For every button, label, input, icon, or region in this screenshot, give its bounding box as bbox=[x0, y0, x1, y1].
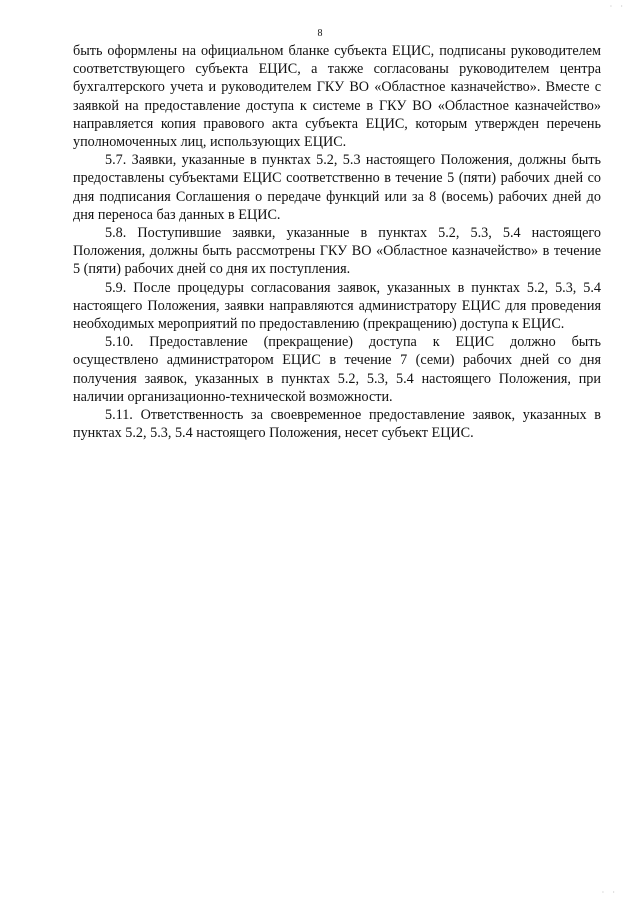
scan-artifact-bottom: · · bbox=[601, 888, 618, 897]
paragraph-5-8: 5.8. Поступившие заявки, указанные в пунктах 5.2, 5.3, 5.4 настоящего Положения, должны быть рассмотрены ГКУ ВО «Областное казначейство» в течение 5 (пяти) рабочих дней со дня их поступления. bbox=[73, 225, 601, 278]
paragraph-5-11: 5.11. Ответственность за своевременное предоставление заявок, указанных в пунктах 5.2, 5.3, 5.4 настоящего Положения, несет субъект ЕЦИС. bbox=[73, 407, 601, 442]
document-body bbox=[73, 42, 601, 442]
page-number: 8 bbox=[317, 28, 323, 39]
paragraph-5-9: 5.9. После процедуры согласования заявок, указанных в пунктах 5.2, 5.3, 5.4 настоящего Положения, заявки направляются администратору ЕЦИС для проведения необходимых мероприятий по предоставлению (прекращению) доступа к ЕЦИС. bbox=[73, 279, 601, 333]
paragraph-5-10: 5.10. Предоставление (прекращение) доступа к ЕЦИС должно быть осуществлено администратором ЕЦИС в течение 7 (семи) рабочих дней со дня получения заявок, указанных в пунктах 5.2, 5.3, 5.4 настоящего Положения, при наличии организационно-технической возможности. bbox=[73, 334, 601, 405]
paragraph-continuation: быть оформлены на официальном бланке субъекта ЕЦИС, подписаны руководителем соответствующего субъекта ЕЦИС, а также согласованы руководителем центра бухгалтерского учета и руководителем ГКУ ВО «Областное казначейство». Вместе с заявкой на предоставление доступа к системе в ГКУ ВО «Областное казначейство» направляется копия правового акта субъекта ЕЦИС, которым утвержден перечень уполномоченных лиц, использующих ЕЦИС. bbox=[73, 43, 601, 151]
scan-artifact-top: · · bbox=[609, 2, 626, 11]
paragraph-5-7: 5.7. Заявки, указанные в пунктах 5.2, 5.3 настоящего Положения, должны быть предоставлены субъектами ЕЦИС соответственно в течение 5 (пяти) рабочих дней со дня подписания Соглашения о передаче функций или за 8 (восемь) рабочих дней до дня переноса баз данных в ЕЦИС. bbox=[73, 152, 601, 223]
